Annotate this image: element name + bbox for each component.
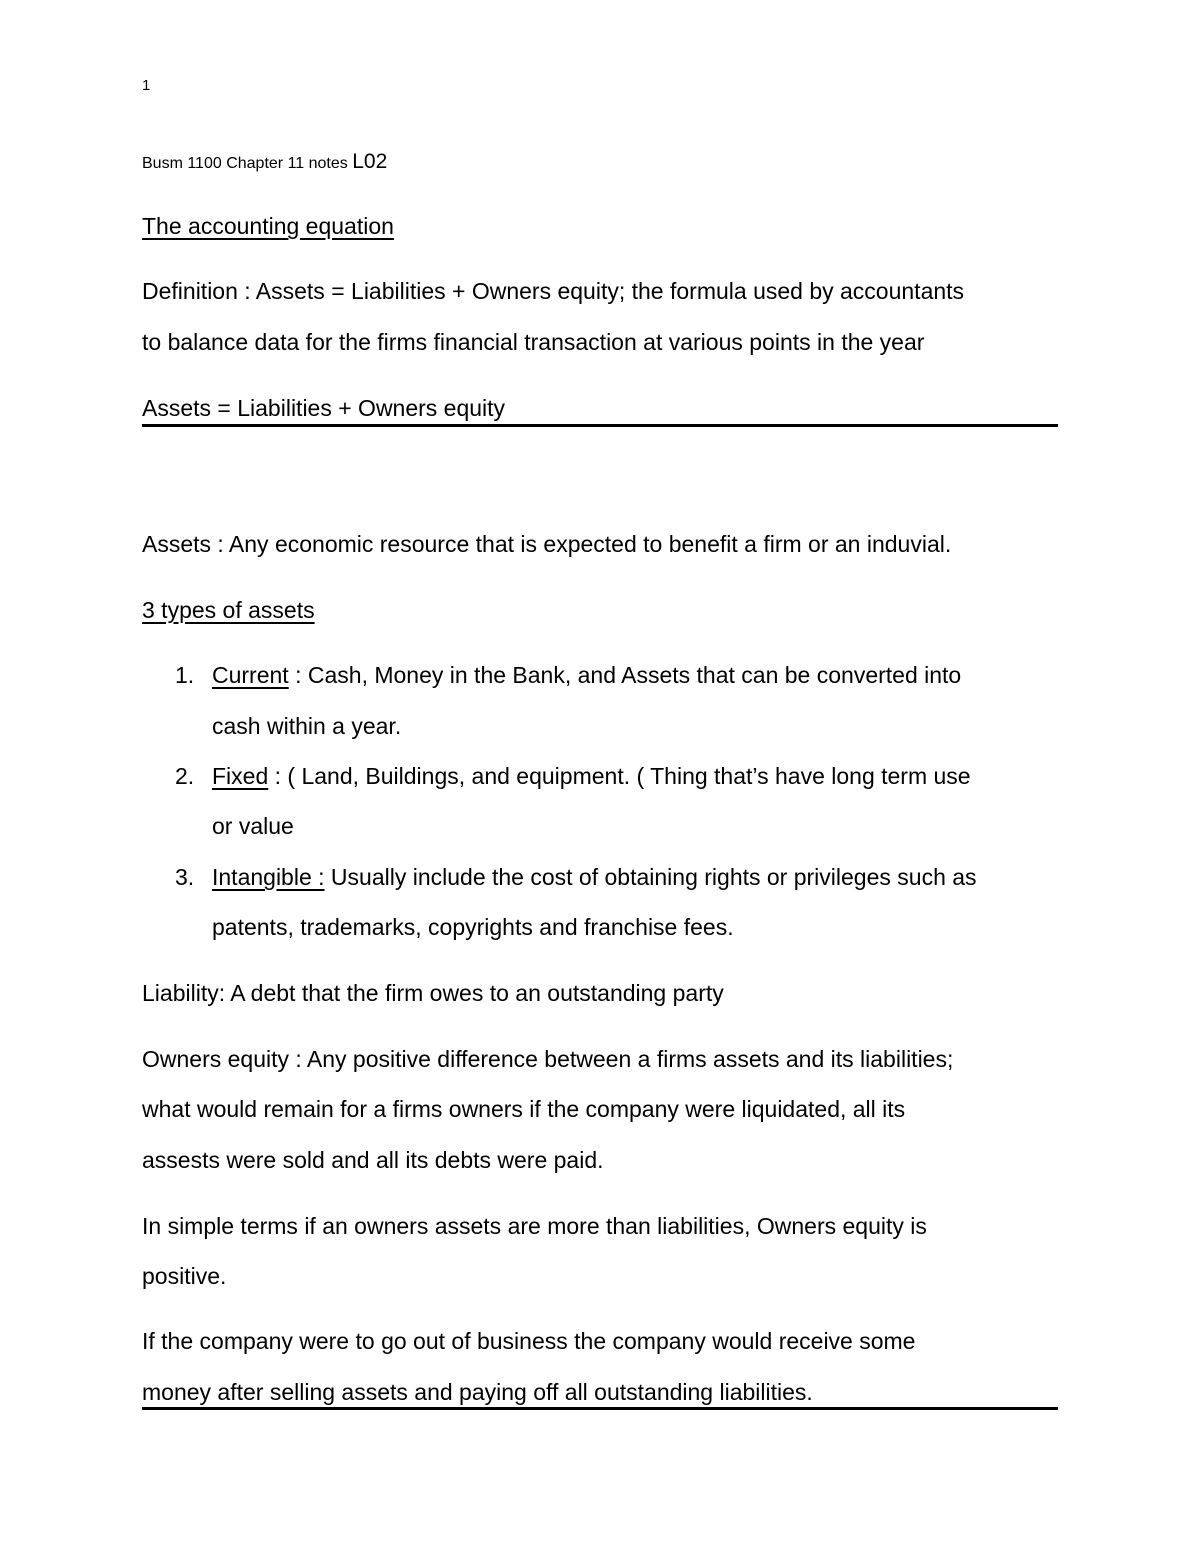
definition-line-2: to balance data for the firms financial transaction at various points in the year	[142, 329, 925, 355]
list-item	[212, 762, 971, 790]
course-title: Busm 1100 Chapter 11 notes	[142, 155, 348, 172]
assets-definition: Assets : Any economic resource that is expected to benefit a firm or an induvial.	[142, 531, 952, 557]
list-item-continuation: patents, trademarks, copyrights and franchise fees.	[212, 914, 734, 940]
simple-terms-line-1: In simple terms if an owners assets are more than liabilities, Owners equity is	[142, 1213, 927, 1239]
document-header	[142, 148, 387, 178]
simple-terms-line-2: positive.	[142, 1263, 227, 1289]
divider-rule	[142, 424, 1058, 427]
section-title: The accounting equation	[142, 213, 394, 239]
list-item-text: : Cash, Money in the Bank, and Assets that can be converted into	[288, 662, 962, 688]
list-item-term: Intangible :	[212, 864, 325, 890]
owners-equity-line-1: Owners equity : Any positive difference between a firms assets and its liabilities;	[142, 1046, 954, 1072]
out-of-business-line-2: money after selling assets and paying off all outstanding liabilities.	[142, 1379, 813, 1405]
out-of-business-line-1: If the company were to go out of business the company would receive some	[142, 1328, 916, 1354]
list-item-continuation: or value	[212, 813, 294, 839]
list-item-text: : ( Land, Buildings, and equipment. ( Thing that’s have long term use	[268, 763, 971, 789]
list-item-number: 3.	[175, 864, 195, 890]
list-item-text: Usually include the cost of obtaining rights or privileges such as	[324, 864, 977, 890]
page-number: 1	[142, 77, 151, 94]
liability-definition: Liability: A debt that the firm owes to an outstanding party	[142, 980, 724, 1006]
list-item	[212, 661, 961, 689]
lesson-code: L02	[352, 150, 388, 173]
list-item-term: Current	[212, 662, 289, 688]
definition-line-1: Definition : Assets = Liabilities + Owners equity; the formula used by accountants	[142, 278, 965, 304]
list-item	[212, 863, 977, 891]
list-item-term: Fixed	[212, 763, 269, 789]
owners-equity-line-2: what would remain for a firms owners if the company were liquidated, all its	[142, 1096, 906, 1122]
divider-rule-bottom	[142, 1407, 1058, 1410]
types-title: 3 types of assets	[142, 597, 315, 623]
list-item-continuation: cash within a year.	[212, 713, 402, 739]
owners-equity-line-3: assests were sold and all its debts were paid.	[142, 1147, 604, 1173]
list-item-number: 2.	[175, 763, 195, 789]
list-item-number: 1.	[175, 662, 195, 688]
equation: Assets = Liabilities + Owners equity	[142, 395, 506, 421]
